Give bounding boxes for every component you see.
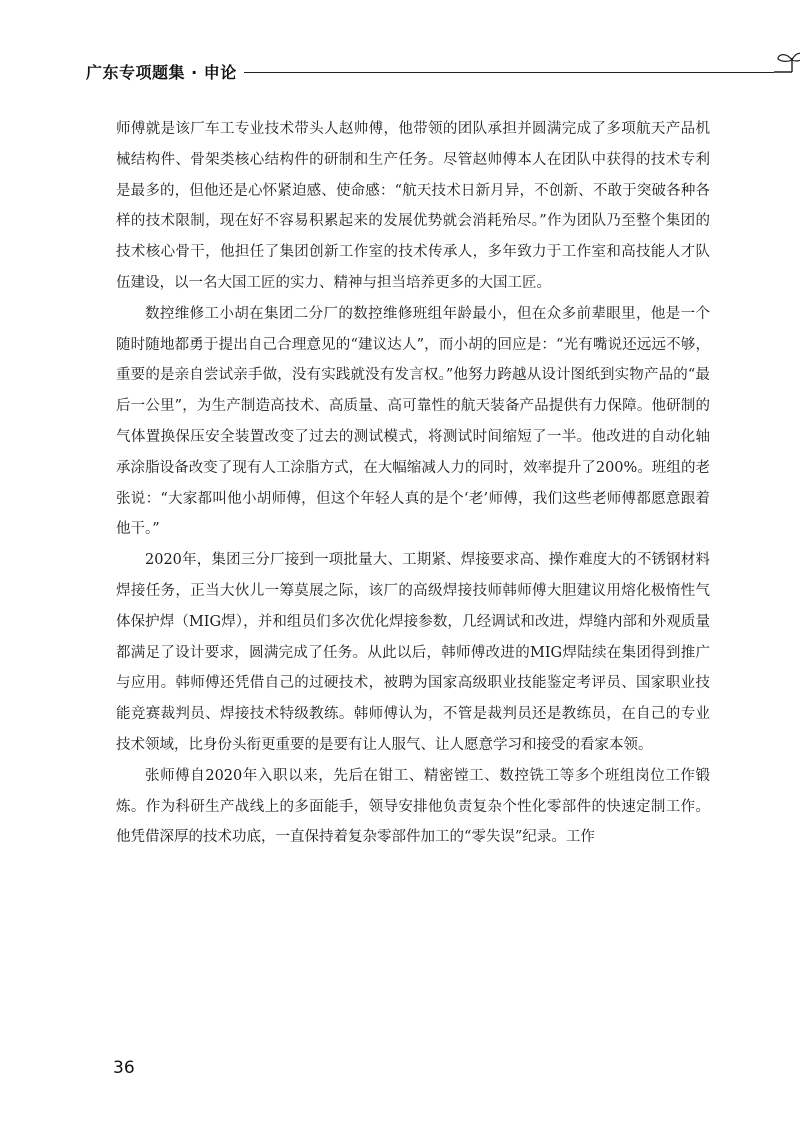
body-text — [116, 114, 710, 853]
page-number: 36 — [113, 1058, 135, 1078]
book-title: 广东专项题集 · 申论 — [86, 63, 237, 82]
paragraph: 张师傅自2020年入职以来，先后在钳工、精密镗工、数控铣工等多个班组岗位工作锻炼。作为科研生产战线上的多面能手，领导安排他负责复杂个性化零部件的快速定制工作。他凭借深厚的技术功底，一直保持着复杂零部件加工的“零失误”纪录。工作 — [116, 767, 710, 846]
header-rule — [244, 72, 774, 73]
running-header — [86, 56, 726, 86]
sprout-icon — [770, 48, 800, 84]
paragraph: 师傅就是该厂车工专业技术带头人赵帅傅，他带领的团队承担并圆满完成了多项航天产品机械结构件、骨架类核心结构件的研制和生产任务。尽管赵帅傅本人在团队中获得的技术专利是最多的，但他还是心怀紧迫感、使命感：“航天技术日新月异，不创新、不敢于突破各种各样的技术限制，现在好不容易积累起来的发展优势就会消耗殆尽。”作为团队乃至整个集团的技术核心骨干，他担任了集团创新工作室的技术传承人，多年致力于工作室和高技能人才队伍建设，以一名大国工匠的实力、精神与担当培养更多的大国工匠。 — [116, 121, 710, 291]
paragraph: 数控维修工小胡在集团二分厂的数控维修班组年龄最小，但在众多前辈眼里，他是一个随时随地都勇于提出自己合理意见的“建议达人”，而小胡的回应是：“光有嘴说还远远不够，重要的是亲自尝试亲手做，没有实践就没有发言权。”他努力跨越从设计图纸到实物产品的“最后一公里”，为生产制造高技术、高质量、高可靠性的航天装备产品提供有力保障。他研制的气体置换保压安全装置改变了过去的测试模式，将测试时间缩短了一半。他改进的自动化轴承涂脂设备改变了现有人工涂脂方式，在大幅缩减人力的同时，效率提升了200%。班组的老张说：“大家都叫他小胡师傅，但这个年轻人真的是个‘老’师傅，我们这些老师傅都愿意跟着他干。” — [116, 305, 710, 538]
paragraph: 2020年，集团三分厂接到一项批量大、工期紧、焊接要求高、操作难度大的不锈钢材料焊接任务，正当大伙儿一筹莫展之际，该厂的高级焊接技师韩师傅大胆建议用熔化极惰性气体保护焊（MIG焊），并和组员们多次优化焊接参数，几经调试和改进，焊缝内部和外观质量都满足了设计要求，圆满完成了任务。从此以后，韩师傅改进的MIG焊陆续在集团得到推广与应用。韩师傅还凭借自己的过硬技术，被聘为国家高级职业技能鉴定考评员、国家职业技能竞赛裁判员、焊接技术特级教练。韩师傅认为，不管是裁判员还是教练员，在自己的专业技术领域，比身份头衔更重要的是要有让人服气、让人愿意学习和接受的看家本领。 — [116, 552, 710, 753]
